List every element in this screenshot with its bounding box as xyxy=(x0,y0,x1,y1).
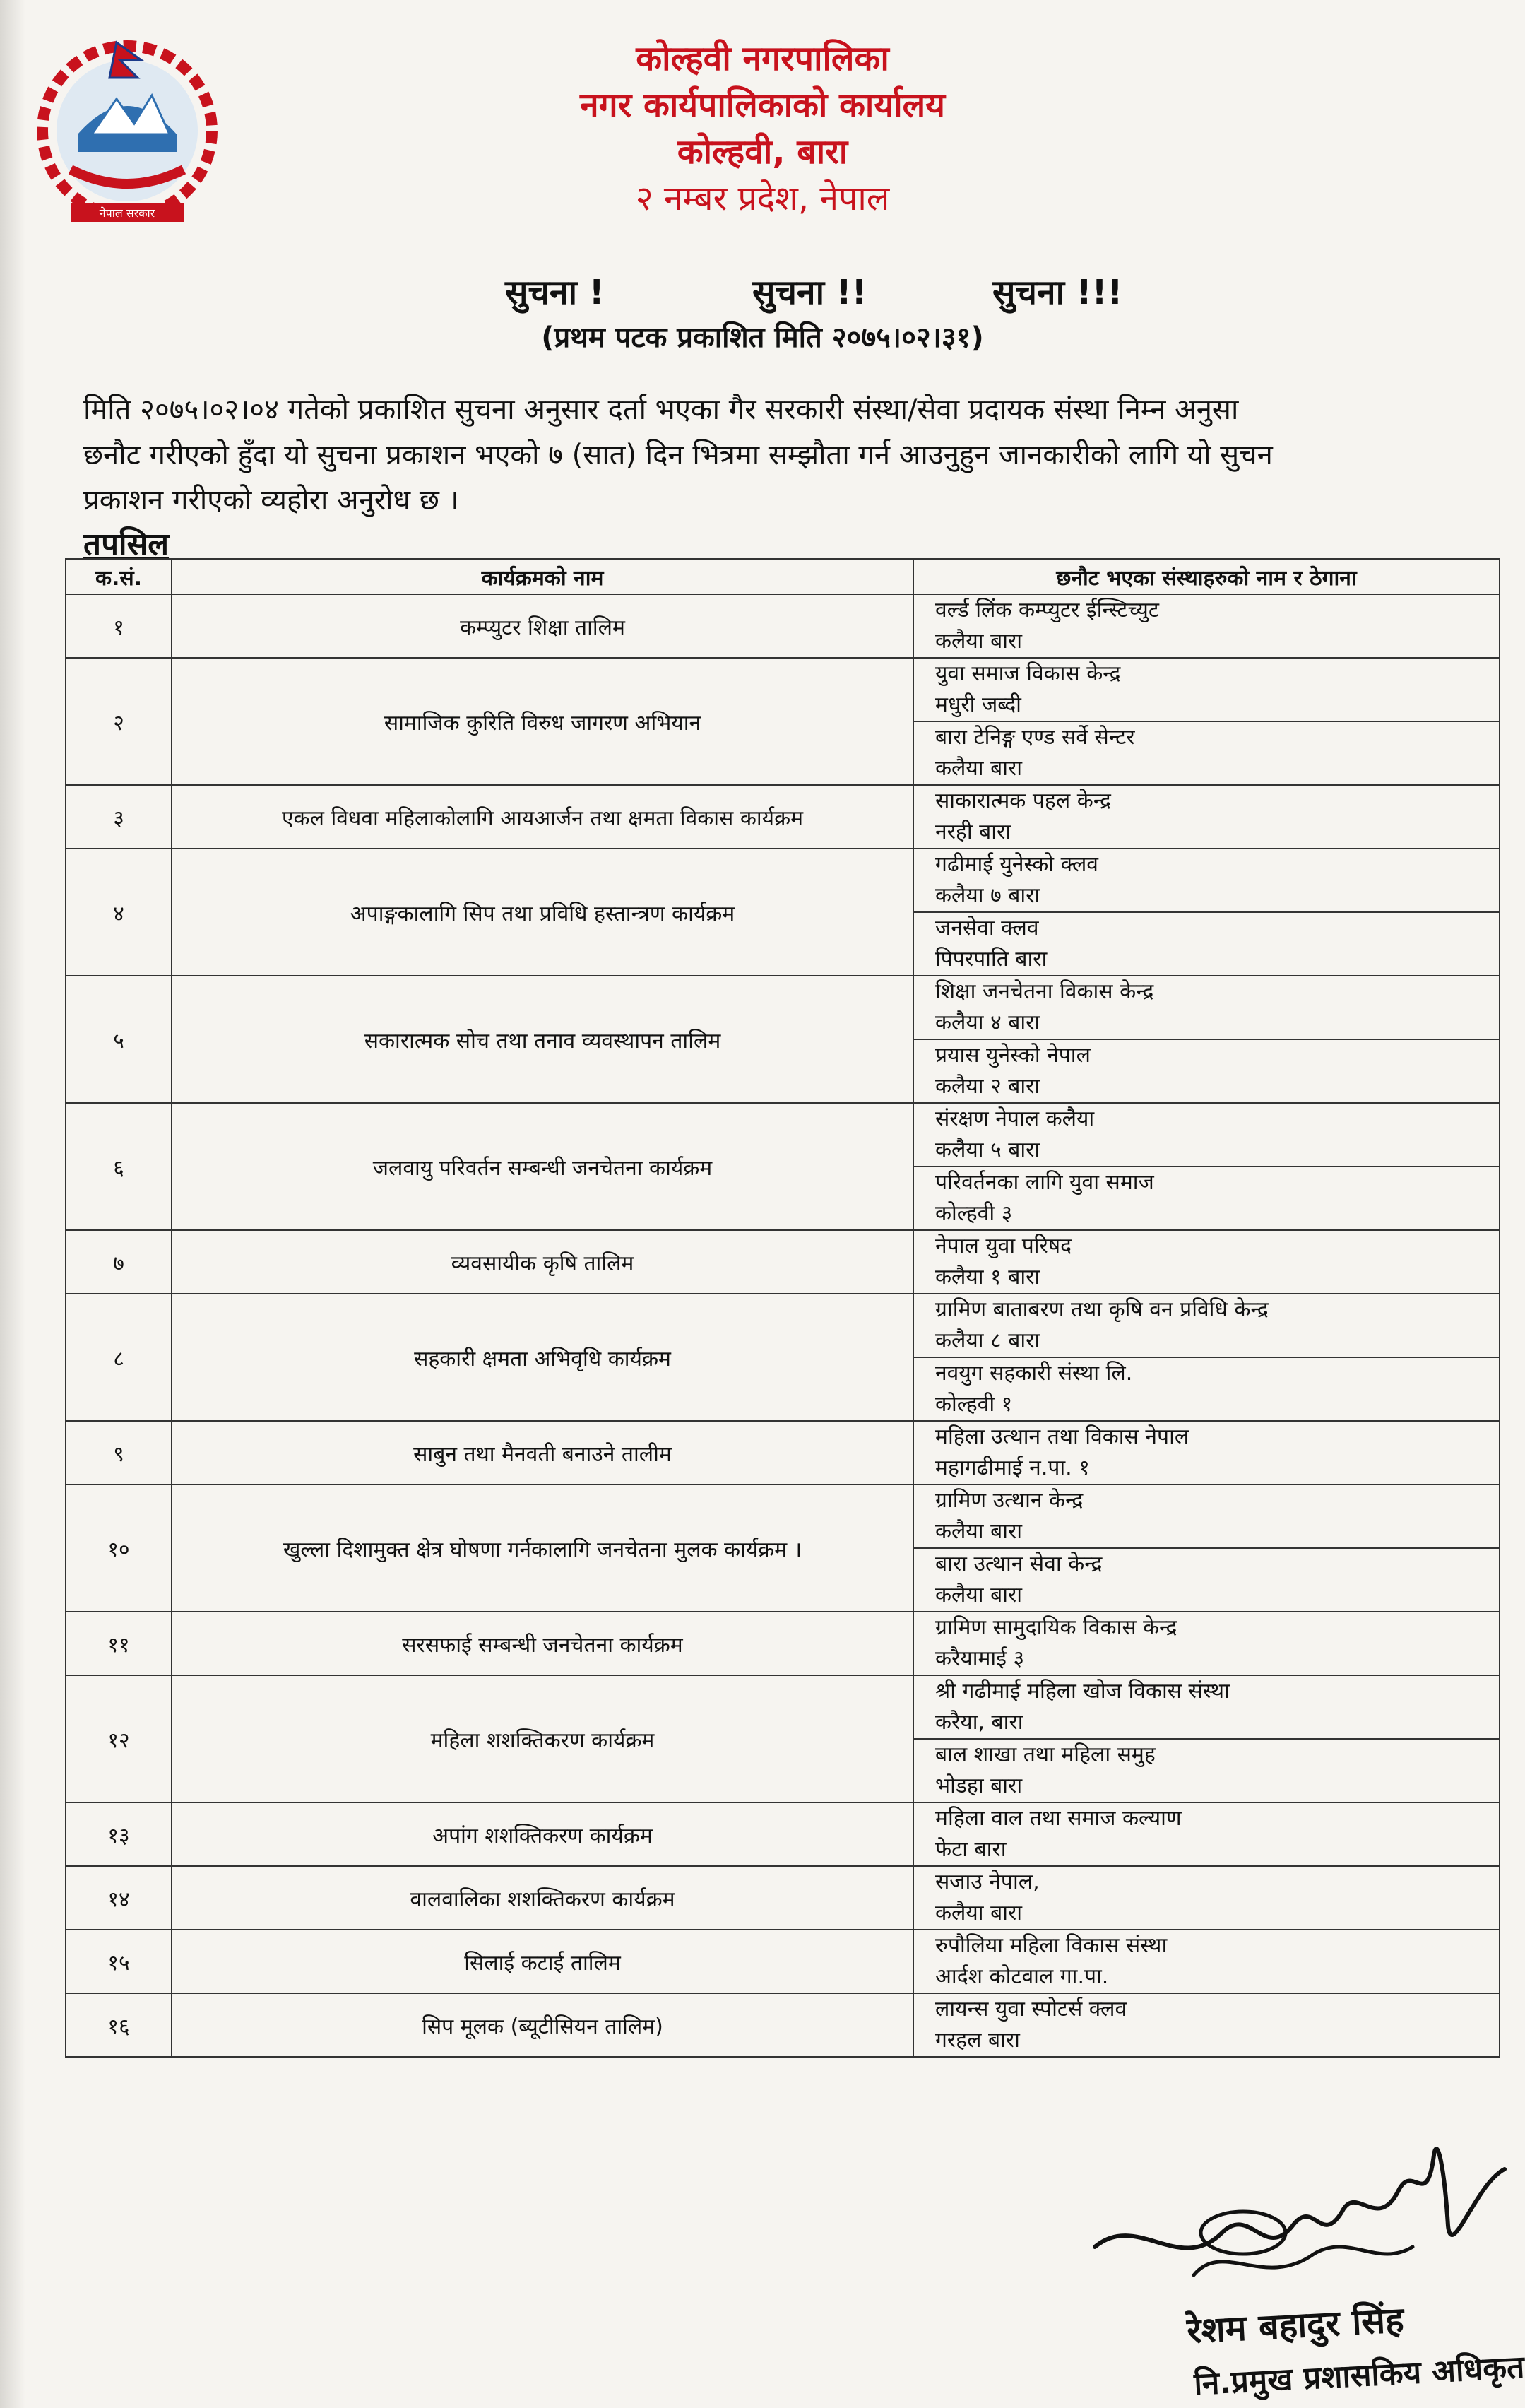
organization-address: कलैया २ बारा xyxy=(935,1074,1040,1099)
office-header xyxy=(0,35,1525,222)
organization-cell xyxy=(913,1167,1500,1230)
program-cell: सिलाई कटाई तालिम xyxy=(172,1930,913,1993)
organization-name: महिला वाल तथा समाज कल्याण xyxy=(935,1806,1182,1831)
organization-name: रुपौलिया महिला विकास संस्था xyxy=(935,1933,1168,1958)
table-body xyxy=(66,594,1500,2057)
signature-mark xyxy=(1081,2127,1519,2310)
organization-name: प्रयास युनेस्को नेपाल xyxy=(935,1043,1091,1068)
table-row xyxy=(66,1866,1500,1930)
table-row xyxy=(66,1675,1500,1739)
organization-address: कलैया बारा xyxy=(935,1583,1023,1607)
office-location: कोल्हवी, बारा xyxy=(677,132,848,172)
organization-address: भोडहा बारा xyxy=(935,1773,1023,1798)
selection-table xyxy=(65,558,1500,2058)
program-cell: वालवालिका शशक्तिकरण कार्यक्रम xyxy=(172,1866,913,1930)
organization-cell xyxy=(913,594,1500,658)
table-row xyxy=(66,1612,1500,1675)
organization-address: करैयामाई ३ xyxy=(935,1646,1025,1671)
organization-address: कलैया १ बारा xyxy=(935,1265,1040,1289)
table-row xyxy=(66,1421,1500,1485)
table-row xyxy=(66,1230,1500,1294)
organization-cell xyxy=(913,1294,1500,1357)
table-row xyxy=(66,1802,1500,1866)
organization-cell xyxy=(913,658,1500,721)
organization-address: मधुरी जब्दी xyxy=(935,692,1021,717)
serial-cell: ६ xyxy=(66,1103,172,1230)
organization-cell xyxy=(913,1802,1500,1866)
serial-cell: ३ xyxy=(66,785,172,849)
program-cell: कम्प्युटर शिक्षा तालिम xyxy=(172,594,913,658)
program-cell: एकल विधवा महिलाकोलागि आयआर्जन तथा क्षमता विकास कार्यक्रम xyxy=(172,785,913,849)
organization-name: शिक्षा जनचेतना विकास केन्द्र xyxy=(935,979,1154,1004)
organization-name: महिला उत्थान तथा विकास नेपाल xyxy=(935,1424,1189,1449)
serial-cell: १६ xyxy=(66,1993,172,2057)
table-row xyxy=(66,785,1500,849)
notice-word-2: सुचना !! xyxy=(752,273,867,312)
program-cell: सहकारी क्षमता अभिवृधि कार्यक्रम xyxy=(172,1294,913,1421)
notice-word-1: सुचना ! xyxy=(505,273,605,312)
header-serial: क.सं. xyxy=(66,559,172,594)
organization-cell xyxy=(913,1103,1500,1167)
organization-address: गरहल बारा xyxy=(935,2028,1020,2053)
first-published-date: (प्रथम पटक प्रकाशित मिति २०७५।०२।३१) xyxy=(541,321,984,354)
organization-cell xyxy=(913,912,1500,976)
organization-cell xyxy=(913,1739,1500,1802)
program-cell: व्यवसायीक कृषि तालिम xyxy=(172,1230,913,1294)
province-line: २ नम्बर प्रदेश, नेपाल xyxy=(635,179,890,218)
header-organizations: छनौट भएका संस्थाहरुको नाम र ठेगाना xyxy=(913,559,1500,594)
serial-cell: ८ xyxy=(66,1294,172,1421)
organization-cell xyxy=(913,1485,1500,1548)
table-header-row xyxy=(66,559,1500,594)
organization-name: साकारात्मक पहल केन्द्र xyxy=(935,789,1111,813)
table-row xyxy=(66,976,1500,1039)
table-row xyxy=(66,1993,1500,2057)
organization-cell xyxy=(913,1612,1500,1675)
program-cell: साबुन तथा मैनवती बनाउने तालीम xyxy=(172,1421,913,1485)
organization-cell xyxy=(913,849,1500,912)
organization-cell xyxy=(913,1039,1500,1103)
program-cell: महिला शशक्तिकरण कार्यक्रम xyxy=(172,1675,913,1802)
signatory-title: नि.प्रमुख प्रशासकिय अधिकृत xyxy=(1193,2349,1525,2403)
organization-address: महागढीमाई न.पा. १ xyxy=(935,1456,1090,1480)
organization-address: कलैया बारा xyxy=(935,629,1023,654)
program-cell: सकारात्मक सोच तथा तनाव व्यवस्थापन तालिम xyxy=(172,976,913,1103)
organization-address: कलैया ५ बारा xyxy=(935,1138,1040,1162)
organization-name: ग्रामिण उत्थान केन्द्र xyxy=(935,1488,1084,1513)
organization-address: नरही बारा xyxy=(935,820,1011,844)
organization-name: श्री गढीमाई महिला खोज विकास संस्था xyxy=(935,1679,1230,1704)
header-program: कार्यक्रमको नाम xyxy=(172,559,913,594)
table-row xyxy=(66,1930,1500,1993)
intro-line-1: मिति २०७५।०२।०४ गतेको प्रकाशित सुचना अनुसार दर्ता भएका गैर सरकारी संस्था/सेवा प्रदायक संस्था निम्न अनुसा xyxy=(83,394,1239,426)
details-heading: तपसिल xyxy=(83,526,170,562)
program-cell: सरसफाई सम्बन्धी जनचेतना कार्यक्रम xyxy=(172,1612,913,1675)
organization-address: आर्दश कोटवाल गा.पा. xyxy=(935,1964,1109,1989)
municipality-name: कोल्हवी नगरपालिका xyxy=(636,39,889,78)
serial-cell: १० xyxy=(66,1485,172,1612)
organization-cell xyxy=(913,785,1500,849)
serial-cell: १५ xyxy=(66,1930,172,1993)
table-row xyxy=(66,1103,1500,1167)
organization-cell xyxy=(913,976,1500,1039)
organization-name: परिवर्तनका लागि युवा समाज xyxy=(935,1170,1154,1195)
organization-name: बारा उत्थान सेवा केन्द्र xyxy=(935,1552,1103,1576)
serial-cell: ४ xyxy=(66,849,172,976)
intro-paragraph xyxy=(83,387,1524,523)
signatory-name: रेशम बहादुर सिंह xyxy=(1185,2298,1405,2352)
serial-cell: ५ xyxy=(66,976,172,1103)
program-cell: सिप मूलक (ब्यूटीसियन तालिम) xyxy=(172,1993,913,2057)
organization-name: ग्रामिण सामुदायिक विकास केन्द्र xyxy=(935,1615,1177,1640)
organization-cell xyxy=(913,1548,1500,1612)
organization-name: लायन्स युवा स्पोटर्स क्लव xyxy=(935,1997,1127,2022)
organization-name: वर्ल्ड लिंक कम्प्युटर ईन्स्टिच्युट xyxy=(935,598,1160,622)
serial-cell: ७ xyxy=(66,1230,172,1294)
notice-word-3: सुचना !!! xyxy=(992,273,1123,312)
serial-cell: ९ xyxy=(66,1421,172,1485)
program-cell: अपाङ्गकालागि सिप तथा प्रविधि हस्तान्त्रण कार्यक्रम xyxy=(172,849,913,976)
intro-line-2: छनौट गरीएको हुँदा यो सुचना प्रकाशन भएको ७ (सात) दिन भित्रमा सम्झौता गर्न आउनुहुन जानकारीको लागि यो सुचन xyxy=(83,439,1273,471)
program-cell: खुल्ला दिशामुक्त क्षेत्र घोषणा गर्नकालागि जनचेतना मुलक कार्यक्रम । xyxy=(172,1485,913,1612)
organization-cell xyxy=(913,1866,1500,1930)
organization-cell xyxy=(913,1421,1500,1485)
organization-name: सजाउ नेपाल, xyxy=(935,1870,1040,1894)
intro-line-3: प्रकाशन गरीएको व्यहोरा अनुरोध छ । xyxy=(83,484,459,517)
organization-cell xyxy=(913,1357,1500,1421)
organization-address: कलैया ७ बारा xyxy=(935,883,1040,908)
organization-address: कलैया ४ बारा xyxy=(935,1010,1040,1035)
serial-cell: १ xyxy=(66,594,172,658)
page-edge xyxy=(0,0,25,2408)
organization-address: करैया, बारा xyxy=(935,1710,1023,1735)
organization-address: कलैया बारा xyxy=(935,1519,1023,1544)
organization-cell xyxy=(913,1993,1500,2057)
organization-name: संरक्षण नेपाल कलैया xyxy=(935,1106,1095,1131)
notice-heading xyxy=(0,268,1525,318)
organization-address: कलैया बारा xyxy=(935,1901,1023,1925)
organization-name: बारा टेनिङ्ग एण्ड सर्वे सेन्टर xyxy=(935,725,1135,750)
organization-name: गढीमाई युनेस्को क्लव xyxy=(935,852,1098,877)
organization-name: नेपाल युवा परिषद xyxy=(935,1234,1072,1258)
organization-name: ग्रामिण बाताबरण तथा कृषि वन प्रविधि केन्द्र xyxy=(935,1297,1269,1322)
organization-cell xyxy=(913,721,1500,785)
organization-cell xyxy=(913,1230,1500,1294)
table-row xyxy=(66,658,1500,721)
organization-address: कलैया बारा xyxy=(935,756,1023,781)
serial-cell: २ xyxy=(66,658,172,785)
program-cell: अपांग शशक्तिकरण कार्यक्रम xyxy=(172,1802,913,1866)
organization-address: कलैया ८ बारा xyxy=(935,1328,1040,1353)
organization-name: नवयुग सहकारी संस्था लि. xyxy=(935,1361,1133,1386)
emblem-text: नेपाल सरकार xyxy=(99,206,155,220)
table-row xyxy=(66,1294,1500,1357)
organization-address: पिपरपाति बारा xyxy=(935,947,1048,972)
program-cell: सामाजिक कुरिति विरुध जागरण अभियान xyxy=(172,658,913,785)
serial-cell: ११ xyxy=(66,1612,172,1675)
organization-cell xyxy=(913,1930,1500,1993)
office-name: नगर कार्यपालिकाको कार्यालय xyxy=(579,85,946,125)
organization-address: कोल्हवी ३ xyxy=(935,1201,1013,1226)
table-row xyxy=(66,849,1500,912)
organization-name: युवा समाज विकास केन्द्र xyxy=(935,661,1121,686)
serial-cell: १३ xyxy=(66,1802,172,1866)
serial-cell: १२ xyxy=(66,1675,172,1802)
table-row xyxy=(66,1485,1500,1548)
organization-address: कोल्हवी १ xyxy=(935,1392,1013,1417)
program-cell: जलवायु परिवर्तन सम्बन्धी जनचेतना कार्यक्रम xyxy=(172,1103,913,1230)
organization-address: फेटा बारा xyxy=(935,1837,1007,1862)
table-row xyxy=(66,594,1500,658)
organization-name: जनसेवा क्लव xyxy=(935,916,1039,940)
organization-cell xyxy=(913,1675,1500,1739)
serial-cell: १४ xyxy=(66,1866,172,1930)
organization-name: बाल शाखा तथा महिला समुह xyxy=(935,1742,1156,1767)
